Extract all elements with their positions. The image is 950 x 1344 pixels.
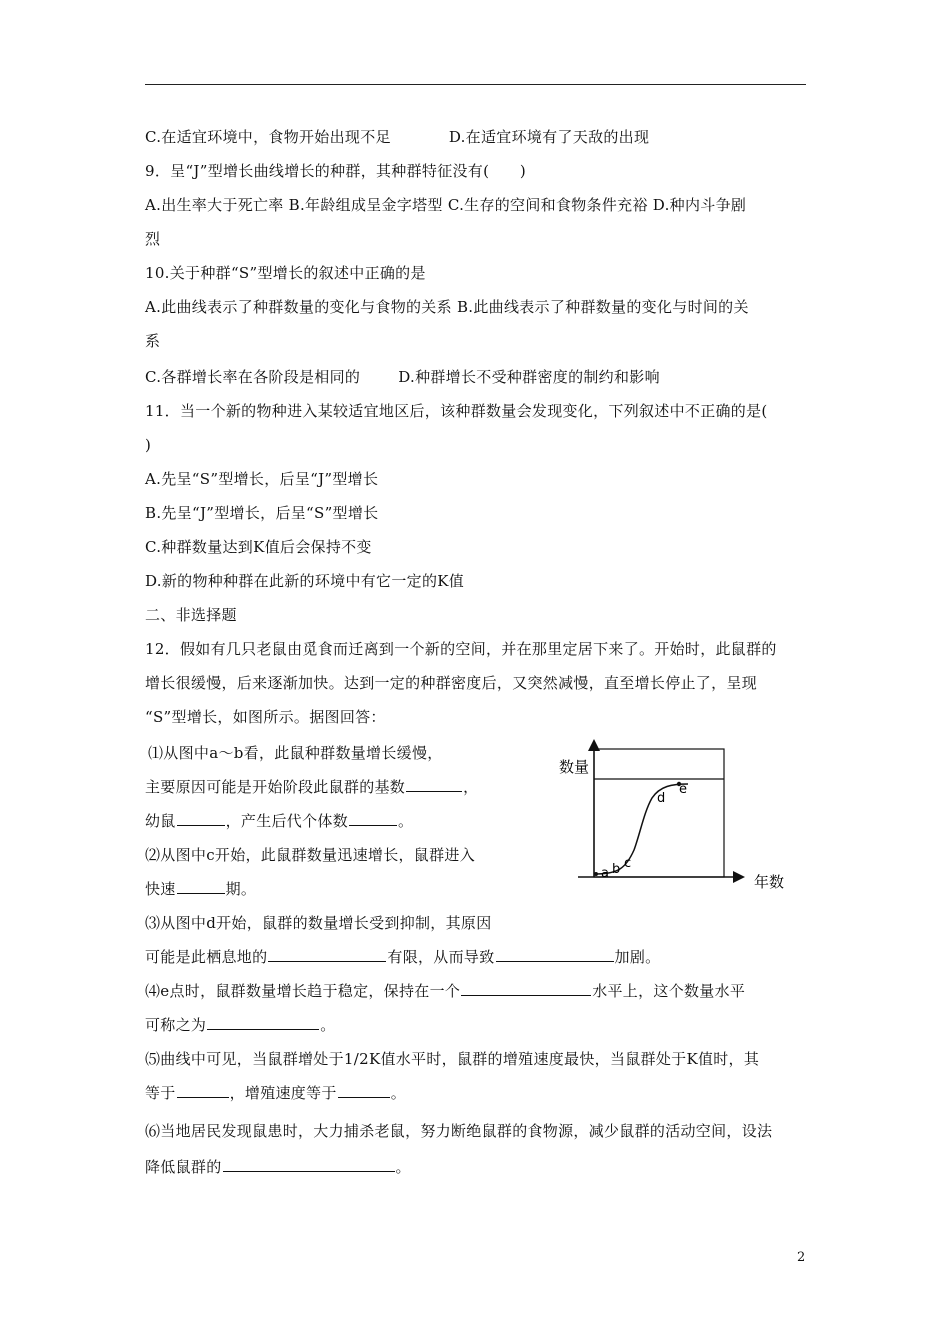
text: 。 xyxy=(398,812,414,830)
text: ，增殖速度等于 xyxy=(229,1084,337,1102)
text: ， xyxy=(463,778,479,796)
sub-question-1-line2 xyxy=(145,777,478,797)
question-11-option-b: B.先呈“J”型增长，后呈“S”型增长 xyxy=(145,504,379,522)
question-10-options: A.此曲线表示了种群数量的变化与食物的关系 B.此曲线表示了种群数量的变化与时间的关 xyxy=(145,298,749,316)
question-11: 11．当一个新的物种进入某较适宜地区后，该种群数量会发现变化，下列叙述中不正确的是( xyxy=(145,402,768,420)
text: 幼鼠 xyxy=(145,812,176,830)
sub-question-3-line2 xyxy=(145,947,660,967)
s-curve-figure xyxy=(548,738,798,898)
section-heading: 二、非选择题 xyxy=(145,606,237,624)
option-d: D.种群增长不受种群密度的制约和影响 xyxy=(398,368,660,386)
text: 加剧。 xyxy=(614,948,661,966)
answer-blank[interactable] xyxy=(177,1083,229,1098)
question-10-options-cont: 系 xyxy=(145,332,161,350)
page-number: 2 xyxy=(797,1250,806,1265)
line-8-options xyxy=(145,127,649,147)
sub-question-4-line2 xyxy=(145,1015,336,1035)
text: 可能是此栖息地的 xyxy=(145,948,268,966)
option-c: C.各群增长率在各阶段是相同的 xyxy=(145,368,361,386)
question-10-options-cd xyxy=(145,367,660,387)
question-11-option-d: D.新的物种种群在此新的环境中有它一定的K值 xyxy=(145,572,465,590)
text: 。 xyxy=(320,1016,336,1034)
answer-blank[interactable] xyxy=(496,947,614,962)
y-axis-label: 数量 xyxy=(559,758,590,776)
option-c: C.在适宜环境中，食物开始出现不足 xyxy=(145,128,391,146)
text: 水平上，这个数量水平 xyxy=(592,982,746,1000)
text: 期。 xyxy=(225,880,257,898)
answer-blank[interactable] xyxy=(349,811,397,826)
point-e-label: e xyxy=(679,782,687,797)
text: 可称之为 xyxy=(145,1016,207,1034)
sub-question-6: ⑹当地居民发现鼠患时，大力捕杀老鼠，努力断绝鼠群的食物源，减少鼠群的活动空间，设法 xyxy=(145,1122,773,1140)
option-d: D.在适宜环境有了天敌的出现 xyxy=(448,128,650,146)
text: 。 xyxy=(395,1158,411,1176)
question-9-options-cont: 烈 xyxy=(145,230,161,248)
text: ，产生后代个体数 xyxy=(225,812,349,830)
figure-frame xyxy=(594,749,724,877)
question-11-option-c: C.种群数量达到K值后会保持不变 xyxy=(145,538,372,556)
sub-question-6-line2 xyxy=(145,1157,411,1177)
sub-question-1: ⑴从图中a～b看，此鼠种群数量增长缓慢， xyxy=(148,744,443,762)
question-12-stem-end: “S”型增长，如图所示。据图回答： xyxy=(145,708,386,726)
question-10: 10.关于种群“S”型增长的叙述中正确的是 xyxy=(145,264,426,282)
header-rule xyxy=(145,84,806,85)
answer-blank[interactable] xyxy=(223,1157,395,1172)
s-curve xyxy=(596,784,688,874)
text: 有限，从而导致 xyxy=(387,948,495,966)
text: ⑷e点时，鼠群数量增长趋于稳定，保持在一个 xyxy=(145,982,461,1000)
text: 降低鼠群的 xyxy=(145,1158,222,1176)
question-9-options: A.出生率大于死亡率 B.年龄组成呈金字塔型 C.生存的空间和食物条件充裕 D.种内斗争剧 xyxy=(145,196,747,214)
answer-blank[interactable] xyxy=(406,777,462,792)
sub-question-1-line3 xyxy=(145,811,413,831)
sub-question-5-line2 xyxy=(145,1083,406,1103)
text: 等于 xyxy=(145,1084,176,1102)
point-c-label: c xyxy=(624,856,632,871)
answer-blank[interactable] xyxy=(268,947,386,962)
answer-blank[interactable] xyxy=(461,981,591,996)
answer-blank[interactable] xyxy=(207,1015,319,1030)
question-12-stem-cont: 增长很缓慢，后来逐渐加快。达到一定的种群密度后，又突然减慢，直至增长停止了，呈现 xyxy=(145,674,758,692)
point-a-label: a xyxy=(601,866,609,881)
sub-question-3: ⑶从图中d开始，鼠群的数量增长受到抑制，其原因 xyxy=(145,914,492,932)
text: 快速 xyxy=(145,880,176,898)
answer-blank[interactable] xyxy=(177,811,225,826)
question-11-option-a: A.先呈“S”型增长，后呈“J”型增长 xyxy=(145,470,379,488)
question-9: 9．呈“J”型增长曲线增长的种群，其种群特征没有( ) xyxy=(145,162,526,180)
sub-question-4 xyxy=(145,981,745,1001)
x-axis-label: 年数 xyxy=(754,873,785,891)
sub-question-2-line2 xyxy=(145,879,256,899)
point-d-label: d xyxy=(657,791,666,806)
sub-question-2: ⑵从图中c开始，此鼠群数量迅速增长，鼠群进入 xyxy=(145,846,476,864)
text: 。 xyxy=(390,1084,407,1102)
question-12-stem: 12．假如有几只老鼠由觅食而迁离到一个新的空间，并在那里定居下来了。开始时，此鼠群的 xyxy=(145,640,777,658)
answer-blank[interactable] xyxy=(338,1083,390,1098)
text: 主要原因可能是开始阶段此鼠群的基数 xyxy=(145,778,406,796)
curve-start-dot xyxy=(594,872,598,876)
point-b-label: b xyxy=(612,862,621,877)
answer-blank[interactable] xyxy=(177,879,225,894)
sub-question-5: ⑸曲线中可见，当鼠群增处于1/2K值水平时，鼠群的增殖速度最快，当鼠群处于K值时，其 xyxy=(145,1050,760,1068)
question-11-cont: ) xyxy=(145,436,152,454)
